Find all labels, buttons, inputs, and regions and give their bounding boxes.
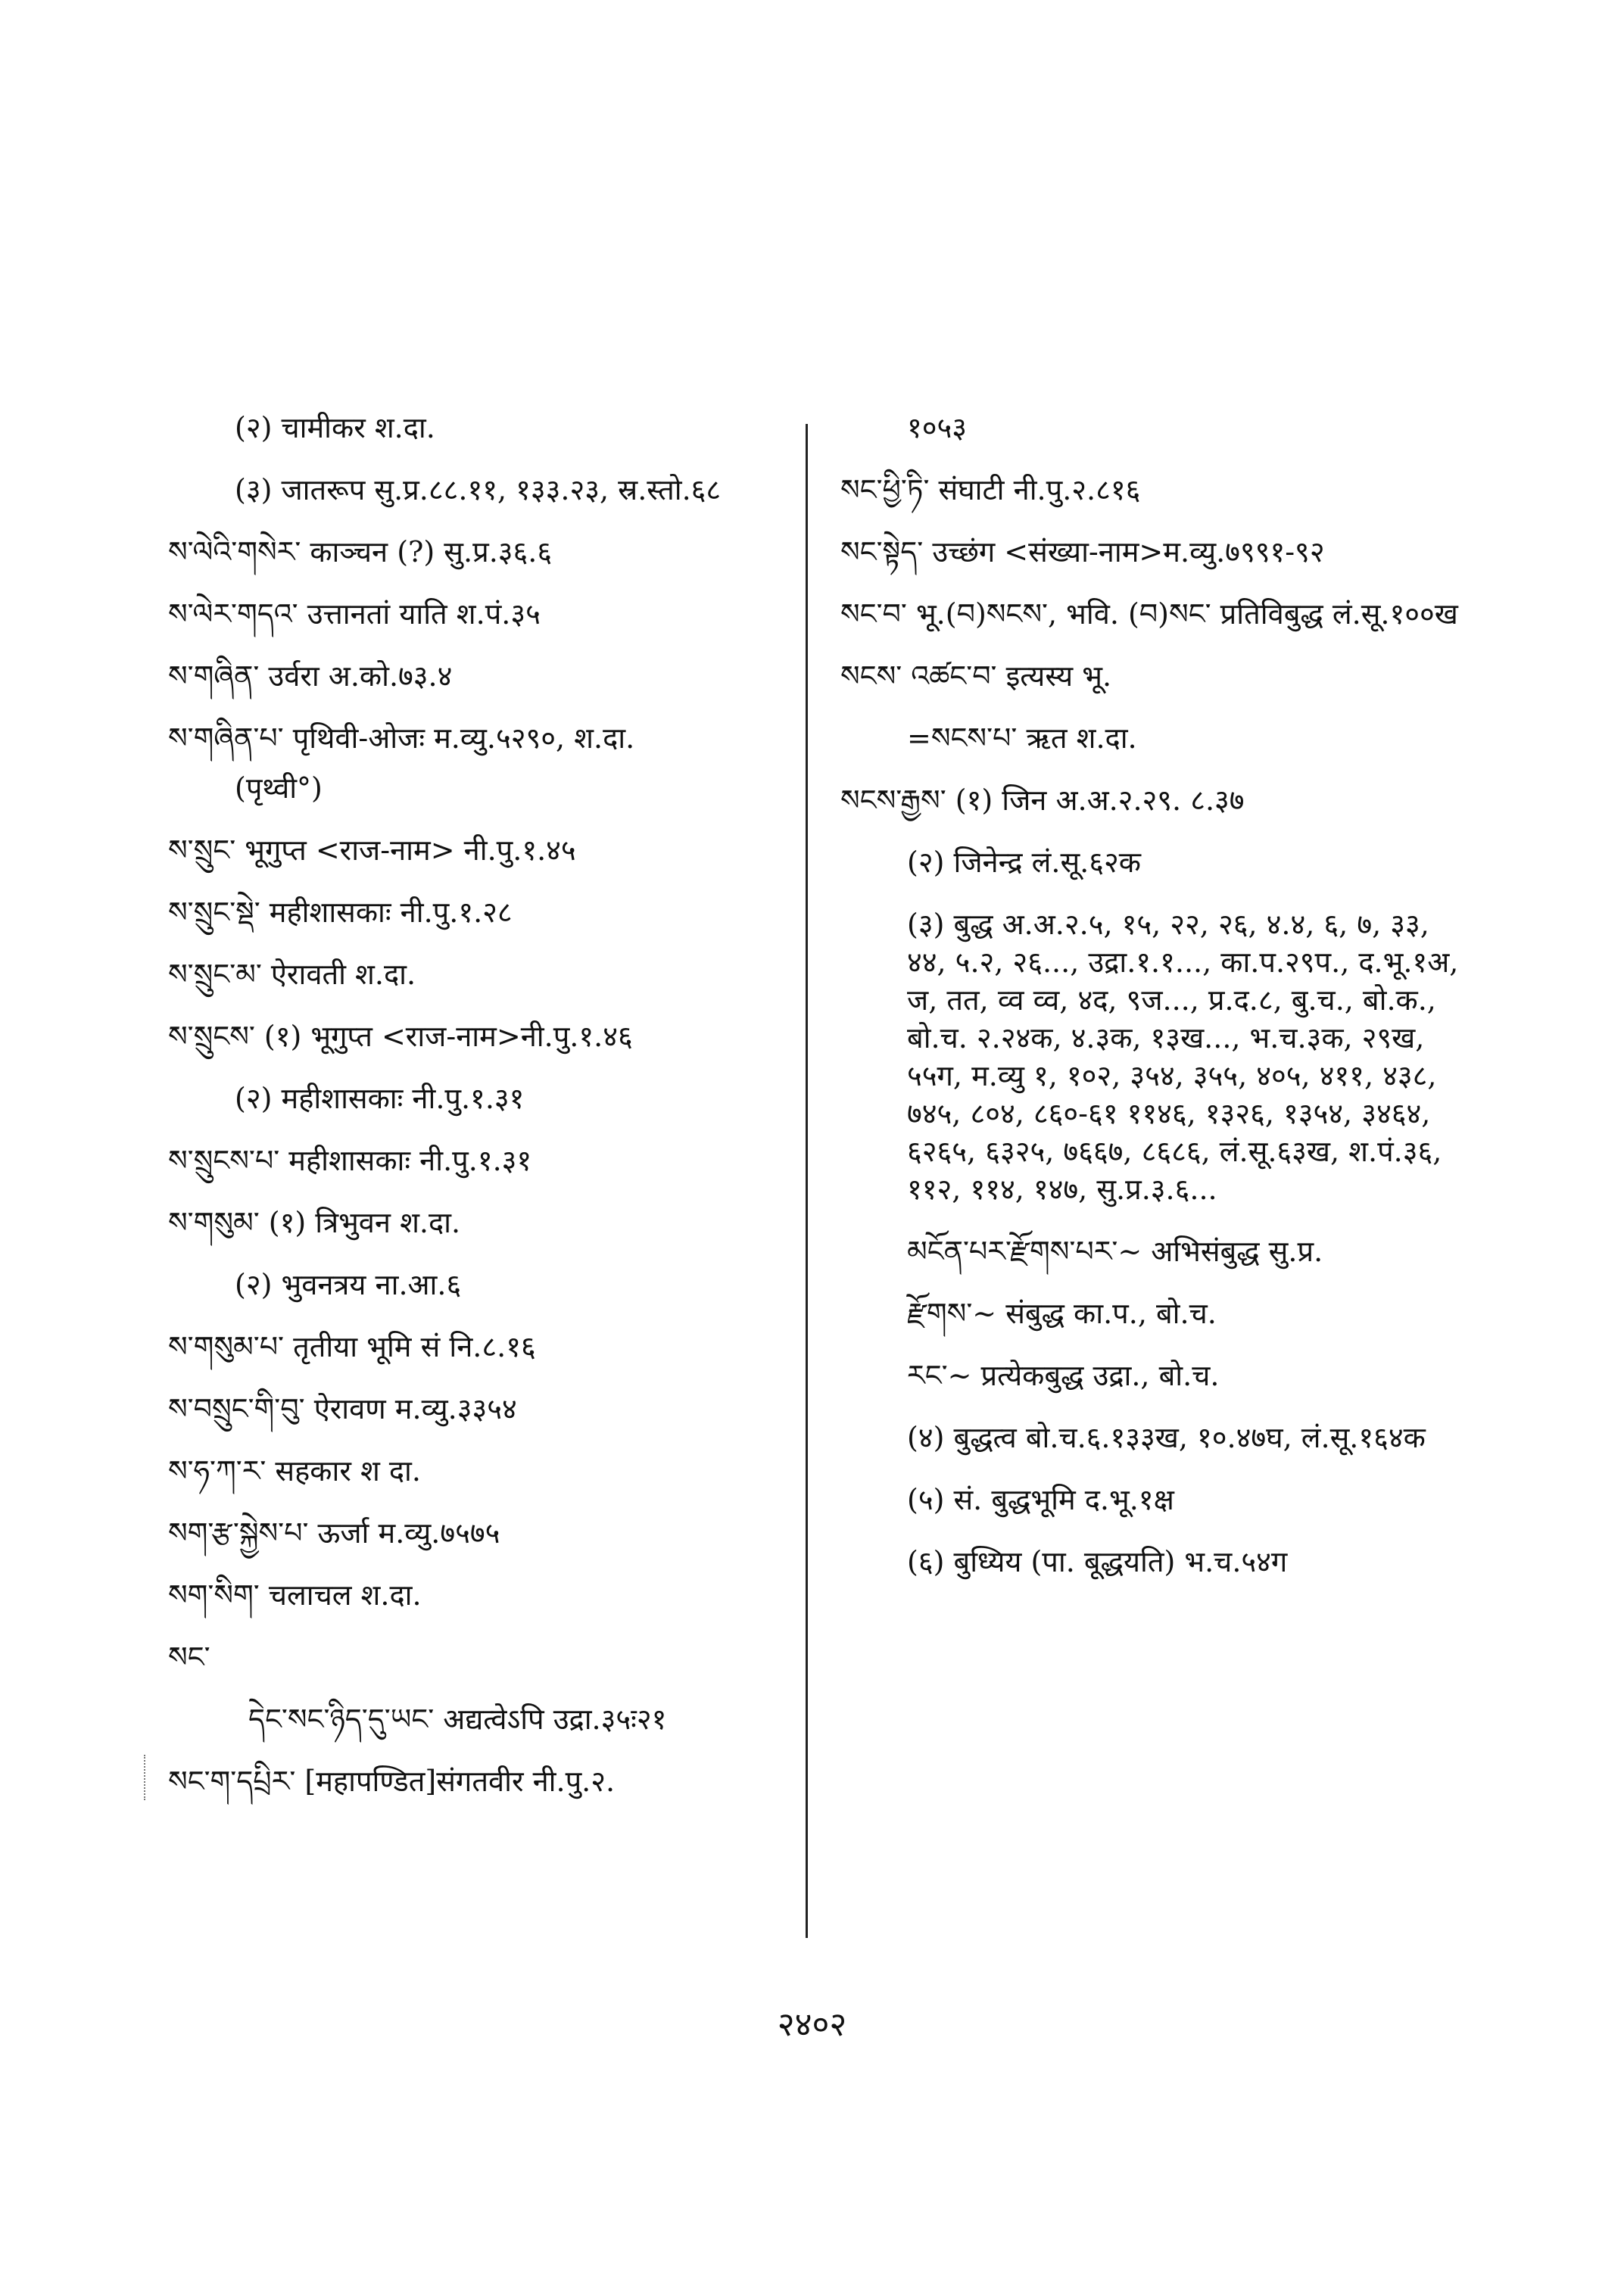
entry: ས་ལེར་གདའ་ उत्तानतां याति श.पं.३५	[168, 597, 541, 631]
entry: རང་~ प्रत्येकबुद्ध उद्रा., बो.च.	[907, 1359, 1220, 1392]
entry: སངས་ འཚང་བ་ इत्यस्य भू.	[840, 659, 1112, 693]
entry: རྫོགས་~ संबुद्ध का.प., बो.च.	[907, 1297, 1217, 1330]
entry: ས་སྲུང་མ་ ऐरावती श.दा.	[168, 958, 416, 991]
entry: ས་གསུམ་པ་ तृतीया भूमि सं नि.८.१६	[168, 1330, 536, 1363]
entry: སང་ཕྱི་ཏི་ संघाटी नी.पु.२.८१६	[840, 473, 1141, 506]
entry: སང་སྟེད་ उच्छंग <संख्या-नाम>म.व्यु.७९९१-९२	[840, 535, 1325, 569]
entry: (३) बुद्ध अ.अ.२.५, १५, २२, २६, ४.४, ६, ७, ३३, ४४, ५.२, २६..., उद्रा.१.१..., का.प.२९प., द.भू.१अ, ज, तत, व्व व्व, ४द, ९ज..., प्र.द.८, बु.च., बो.क., बो.च. २.२४क, ४.३क, १३ख..., भ.च.३क, २९ख, ५५ग, म.व्यु १, १०२, ३५४, ३५५, ४०५, ४११, ४३८, ७४५, ८०४, ८६०-६१ ११४६, १३२६, १३५४, ३४६४, ६२६५, ६३२५, ७६६७, ८६८६, लं.सू.६३ख, श.पं.३६, ११२, ११४, १४७, सु.प्र.३.६...	[907, 908, 1459, 1206]
entry: དེང་སང་ཉིད་དུ་ཡང་ अद्यत्वेऽपि उद्रा.३५ः२१	[248, 1703, 667, 1736]
entry: ས་སྲུངས་ (१) भूगुप्त <राज-नाम>नी.पु.१.४६	[168, 1020, 633, 1053]
entry: =སངས་པ་ ऋत श.दा.	[907, 721, 1137, 755]
page-number: २४०२	[777, 2005, 847, 2044]
entry: མངོན་པར་རྫོགས་པར་~ अभिसंबुद्ध सु.प्र.	[907, 1235, 1323, 1268]
entry: (३) जातरूप सु.प्र.८८.११, १३३.२३, स्र.स्तो.६८	[235, 473, 722, 506]
entry: ས་ཧ་ཀ་ར་ सहकार श दा.	[168, 1454, 421, 1488]
entry: (५) सं. बुद्धभूमि द.भू.१क्ष	[907, 1483, 1174, 1516]
entry: ས་སྲུངས་པ་ महीशासकाः नी.पु.१.३१	[168, 1144, 532, 1177]
left-column	[168, 409, 789, 1824]
margin-mark	[144, 1755, 154, 1800]
entry: ས་སྲུང་སྡེ་ महीशासकाः नी.पु.१.२८	[168, 896, 513, 929]
entry: སག་སིག་ चलाचल श.दा.	[168, 1578, 422, 1612]
entry: (२) चामीकर श.दा.	[235, 411, 435, 444]
entry: १०५३	[907, 411, 968, 444]
entry: སང་ག་དཔྲིར་ [महापण्डित]संगतवीर नी.पु.२.	[168, 1765, 616, 1798]
entry: (२) जिनेन्द्र लं.सू.६२क	[907, 846, 1141, 879]
entry: (४) बुद्धत्व बो.च.६.१३३ख, १०.४७घ, लं.सू.१६४क	[907, 1421, 1426, 1454]
entry: སག་རྩ་སྐྱེས་པ་ ऊर्जा म.व्यु.७५७५	[168, 1516, 500, 1550]
entry: ས་ལེའི་གསེར་ काञ्चन (?) सु.प्र.३६.६	[168, 535, 553, 569]
entry: ས་གསུམ་ (१) त्रिभुवन श.दा.	[168, 1206, 461, 1239]
entry: (६) बुध्यिय (पा. बूद्धयति) भ.च.५४ग	[907, 1545, 1288, 1578]
entry: (पृथ्वी°)	[235, 771, 323, 805]
entry: སང་	[168, 1640, 210, 1674]
entry: ས་བསྲུང་གི་བུ་ ऐरावण म.व्यु.३३५४	[168, 1392, 517, 1425]
entry: ས་གཞིན་པ་ पृथिवी-ओजः म.व्यु.५२९०, श.दा.	[168, 721, 635, 755]
entry: (२) भुवनत्रय ना.आ.६	[235, 1268, 462, 1301]
entry: སངས་རྒྱས་ (१) जिन अ.अ.२.२९. ८.३७	[840, 784, 1245, 817]
entry: ས་སྲུང་ भूगुप्त <राज-नाम> नी.पु.१.४५	[168, 833, 576, 867]
right-column	[840, 409, 1469, 1605]
entry: (२) महीशासकाः नी.पु.१.३१	[235, 1082, 525, 1115]
entry: ས་གཞིན་ उर्वरा अ.को.७३.४	[168, 659, 453, 693]
entry: སང་བ་ भू.(བ)སངས་, भवि. (བ)སང་ प्रतिविबुद्ध लं.सू.१००ख	[840, 597, 1458, 631]
column-divider	[806, 424, 808, 1938]
